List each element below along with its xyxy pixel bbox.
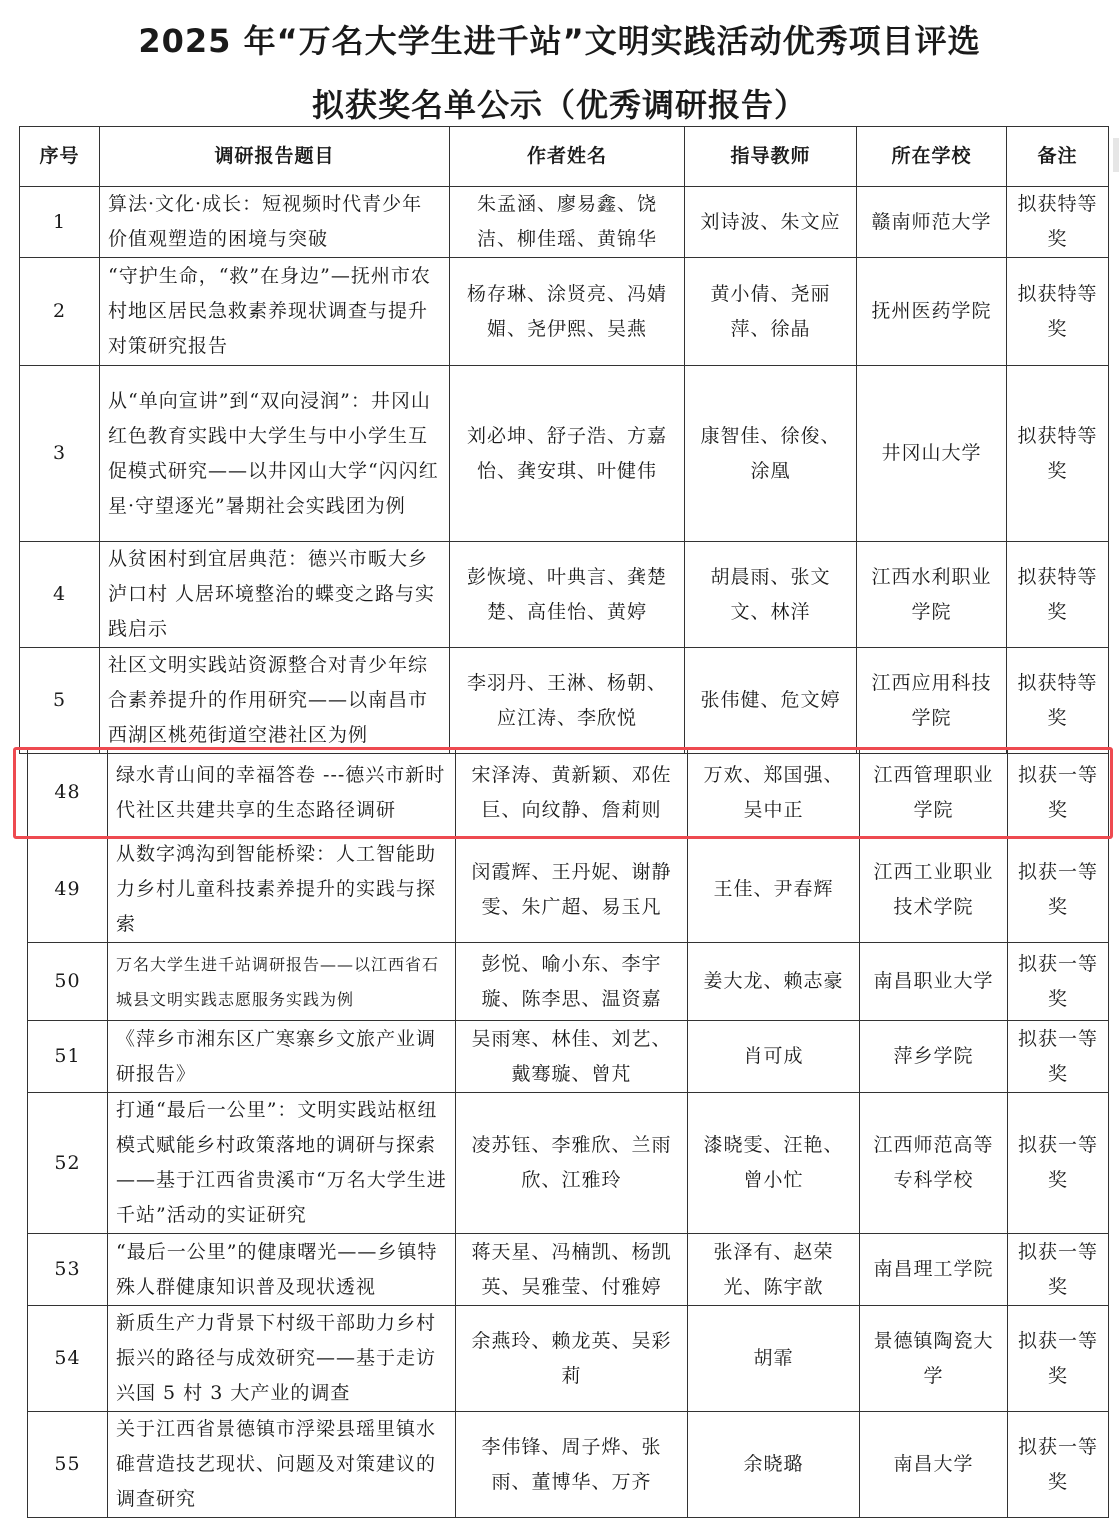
cell-school: 江西师范高等专科学校 — [860, 1093, 1008, 1234]
cell-no: 1 — [20, 187, 100, 258]
cell-no: 49 — [28, 837, 108, 943]
cell-note: 拟获一等奖 — [1008, 1234, 1109, 1306]
cell-advisors: 漆晓雯、汪艳、曾小忙 — [688, 1093, 860, 1234]
cell-note: 拟获一等奖 — [1008, 943, 1109, 1021]
cell-title: 从“单向宣讲”到“双向浸润”：井冈山红色教育实践中大学生与中小学生互促模式研究——以井冈山大学“闪闪红星·守望逐光”暑期社会实践团为例 — [100, 366, 450, 542]
cell-school: 江西水利职业学院 — [857, 542, 1007, 648]
cell-authors: 吴雨寒、林佳、刘艺、戴骞璇、曾芃 — [456, 1021, 688, 1093]
header-note: 备注 — [1007, 127, 1109, 187]
cell-title: 打通“最后一公里”：文明实践站枢纽模式赋能乡村政策落地的调研与探索——基于江西省贵溪市“万名大学生进千站”活动的实证研究 — [108, 1093, 456, 1234]
cell-advisors: 万欢、郑国强、吴中正 — [688, 749, 860, 837]
table-row — [20, 648, 1109, 754]
cell-note: 拟获特等奖 — [1007, 542, 1109, 648]
cell-advisors: 胡霏 — [688, 1306, 860, 1412]
cell-no: 4 — [20, 542, 100, 648]
doc-title-line1: 2025 年“万名大学生进千站”文明实践活动优秀项目评选 — [138, 22, 981, 60]
cell-title: “守护生命，“救”在身边”—抚州市农村地区居民急救素养现状调查与提升对策研究报告 — [100, 258, 450, 366]
cell-advisors: 刘诗波、朱文应 — [685, 187, 857, 258]
cell-authors: 宋泽涛、黄新颖、邓佐巨、向纹静、詹莉则 — [456, 749, 688, 837]
cell-advisors: 王佳、尹春辉 — [688, 837, 860, 943]
table-row — [28, 837, 1109, 943]
cell-no: 2 — [20, 258, 100, 366]
cell-school: 赣南师范大学 — [857, 187, 1007, 258]
cell-authors: 蒋天星、冯楠凯、杨凯英、吴雅莹、付雅婷 — [456, 1234, 688, 1306]
cell-advisors: 张伟健、危文婷 — [685, 648, 857, 754]
cell-authors: 李伟锋、周子烨、张雨、董博华、万齐 — [456, 1412, 688, 1518]
cell-authors: 凌苏钰、李雅欣、兰雨欣、江雅玲 — [456, 1093, 688, 1234]
table-row — [20, 542, 1109, 648]
cell-title: 关于江西省景德镇市浮梁县瑶里镇水碓营造技艺现状、问题及对策建议的调查研究 — [108, 1412, 456, 1518]
cell-title: 从贫困村到宜居典范：德兴市畈大乡泸口村 人居环境整治的蝶变之路与实践启示 — [100, 542, 450, 648]
cell-school: 南昌大学 — [860, 1412, 1008, 1518]
doc-title-line2: 拟获奖名单公示（优秀调研报告） — [311, 86, 807, 124]
header-no: 序号 — [20, 127, 100, 187]
cell-note: 拟获一等奖 — [1008, 1021, 1109, 1093]
cell-authors: 彭悦、喻小东、李宇璇、陈李思、温资嘉 — [456, 943, 688, 1021]
cell-note: 拟获一等奖 — [1008, 837, 1109, 943]
cell-school: 萍乡学院 — [860, 1021, 1008, 1093]
table-header-row — [20, 127, 1109, 187]
cell-advisors: 康智佳、徐俊、涂凰 — [685, 366, 857, 542]
cell-title: 社区文明实践站资源整合对青少年综合素养提升的作用研究——以南昌市西湖区桃苑街道空港社区为例 — [100, 648, 450, 754]
cell-school: 江西工业职业技术学院 — [860, 837, 1008, 943]
cell-school: 南昌职业大学 — [860, 943, 1008, 1021]
cell-note: 拟获一等奖 — [1008, 1412, 1109, 1518]
table-row — [28, 1021, 1109, 1093]
cell-title: 新质生产力背景下村级干部助力乡村振兴的路径与成效研究——基于走访兴国 5 村 3 大产业的调查 — [108, 1306, 456, 1412]
cell-no: 55 — [28, 1412, 108, 1518]
cell-no: 51 — [28, 1021, 108, 1093]
award-table-bottom — [27, 748, 1109, 1518]
table-row — [28, 1306, 1109, 1412]
cell-advisors: 胡晨雨、张文文、林洋 — [685, 542, 857, 648]
table-row — [20, 187, 1109, 258]
highlight-box — [13, 747, 1113, 839]
cell-school: 南昌理工学院 — [860, 1234, 1008, 1306]
cell-authors: 李羽丹、王淋、杨朝、应江涛、李欣悦 — [450, 648, 685, 754]
cell-authors: 朱孟涵、廖易鑫、饶洁、柳佳瑶、黄锦华 — [450, 187, 685, 258]
cell-note: 拟获特等奖 — [1007, 366, 1109, 542]
cell-authors: 刘必坤、舒子浩、方嘉怡、龚安琪、叶健伟 — [450, 366, 685, 542]
table-row — [28, 1093, 1109, 1234]
cell-advisors: 姜大龙、赖志豪 — [688, 943, 860, 1021]
header-advisors: 指导教师 — [685, 127, 857, 187]
cell-no: 54 — [28, 1306, 108, 1412]
cell-no: 50 — [28, 943, 108, 1021]
cell-no: 48 — [28, 749, 108, 837]
cell-no: 53 — [28, 1234, 108, 1306]
table-row — [20, 258, 1109, 366]
cell-no: 52 — [28, 1093, 108, 1234]
cell-note: 拟获一等奖 — [1008, 1093, 1109, 1234]
cell-advisors: 肖可成 — [688, 1021, 860, 1093]
cell-school: 景德镇陶瓷大学 — [860, 1306, 1008, 1412]
cell-note: 拟获特等奖 — [1007, 258, 1109, 366]
cell-no: 3 — [20, 366, 100, 542]
cell-authors: 杨存琳、涂贤亮、冯婧媚、尧伊熙、吴燕 — [450, 258, 685, 366]
cell-title: “最后一公里”的健康曙光——乡镇特殊人群健康知识普及现状透视 — [108, 1234, 456, 1306]
cell-authors: 彭恢境、叶典言、龚楚楚、高佳怡、黄婷 — [450, 542, 685, 648]
cell-title: 《萍乡市湘东区广寒寨乡文旅产业调研报告》 — [108, 1021, 456, 1093]
cell-title: 绿水青山间的幸福答卷 ---德兴市新时代社区共建共享的生态路径调研 — [108, 749, 456, 837]
table-row — [20, 366, 1109, 542]
cell-authors: 闵霞辉、王丹妮、谢静雯、朱广超、易玉凡 — [456, 837, 688, 943]
cell-school: 井冈山大学 — [857, 366, 1007, 542]
cell-title: 从数字鸿沟到智能桥梁：人工智能助力乡村儿童科技素养提升的实践与探索 — [108, 837, 456, 943]
cell-advisors: 张泽有、赵荣光、陈宇歆 — [688, 1234, 860, 1306]
table-row — [28, 1234, 1109, 1306]
cell-advisors: 黄小倩、尧丽萍、徐晶 — [685, 258, 857, 366]
award-table-top — [19, 126, 1109, 754]
table-row — [28, 1412, 1109, 1518]
cell-note: 拟获一等奖 — [1008, 1306, 1109, 1412]
cell-school: 江西管理职业学院 — [860, 749, 1008, 837]
header-school: 所在学校 — [857, 127, 1007, 187]
cell-note: 拟获特等奖 — [1007, 648, 1109, 754]
cell-note: 拟获一等奖 — [1008, 749, 1109, 837]
cell-title: 算法·文化·成长：短视频时代青少年价值观塑造的困境与突破 — [100, 187, 450, 258]
header-title: 调研报告题目 — [100, 127, 450, 187]
header-authors: 作者姓名 — [450, 127, 685, 187]
cell-school: 江西应用科技学院 — [857, 648, 1007, 754]
cell-authors: 余燕玲、赖龙英、吴彩莉 — [456, 1306, 688, 1412]
table-row — [28, 943, 1109, 1021]
cell-no: 5 — [20, 648, 100, 754]
cell-title: 万名大学生进千站调研报告——以江西省石城县文明实践志愿服务实践为例 — [108, 943, 456, 1021]
cell-advisors: 余晓璐 — [688, 1412, 860, 1518]
cell-school: 抚州医药学院 — [857, 258, 1007, 366]
cell-note: 拟获特等奖 — [1007, 187, 1109, 258]
